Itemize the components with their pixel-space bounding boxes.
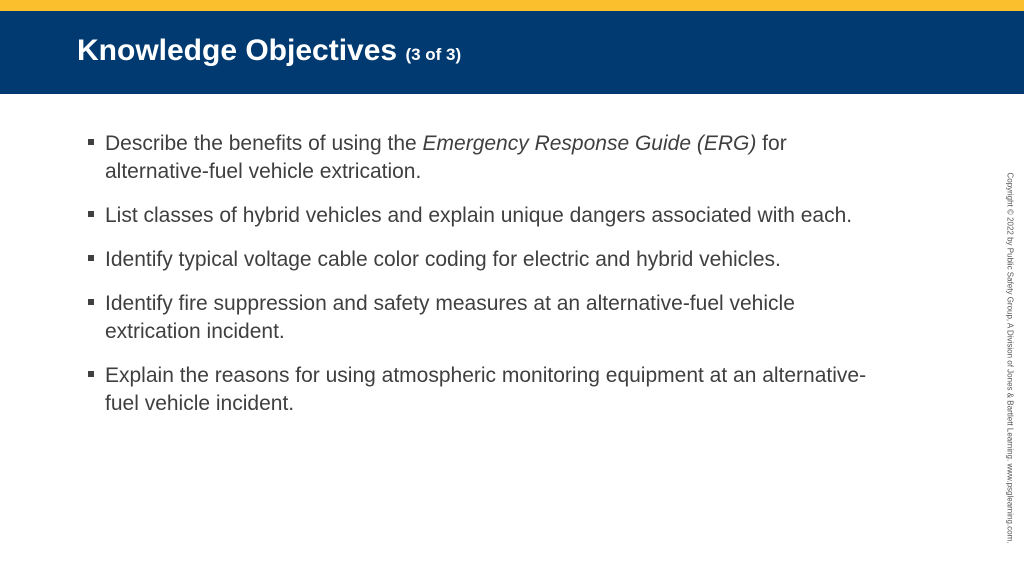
list-item: [86, 290, 896, 346]
copyright-notice: Copyright © 2022 by Public Safety Group, A Division of Jones & Bartlett Learning. www.psglearning.com.: [1005, 172, 1015, 544]
bullet-text-italic: Emergency Response Guide (ERG): [422, 132, 757, 155]
bullet-text-before: Describe the benefits of using the: [105, 132, 423, 155]
slide-title-suffix: (3 of 3): [405, 45, 462, 64]
bullet-text: Identify typical voltage cable color coding for electric and hybrid vehicles.: [105, 248, 781, 271]
list-item: [86, 130, 896, 186]
square-bullet-icon: [88, 211, 94, 217]
bullet-text-after: for alternative-fuel vehicle extrication.: [105, 132, 787, 183]
bullet-text: Identify fire suppression and safety measures at an alternative-fuel vehicle extrication incident.: [105, 292, 795, 343]
bullet-text: Explain the reasons for using atmospheric monitoring equipment at an alternative-fuel vehicle incident.: [105, 364, 867, 415]
accent-bar: [0, 0, 1024, 11]
square-bullet-icon: [88, 299, 94, 305]
square-bullet-icon: [88, 371, 94, 377]
slide-title: [77, 33, 461, 73]
objectives-list: [86, 130, 896, 434]
square-bullet-icon: [88, 255, 94, 261]
bullet-text: List classes of hybrid vehicles and explain unique dangers associated with each.: [105, 204, 853, 227]
slide-title-text: Knowledge Objectives: [77, 34, 398, 67]
bullet-text: [105, 132, 787, 183]
square-bullet-icon: [88, 139, 94, 145]
list-item: [86, 202, 896, 230]
list-item: [86, 246, 896, 274]
list-item: [86, 362, 896, 418]
